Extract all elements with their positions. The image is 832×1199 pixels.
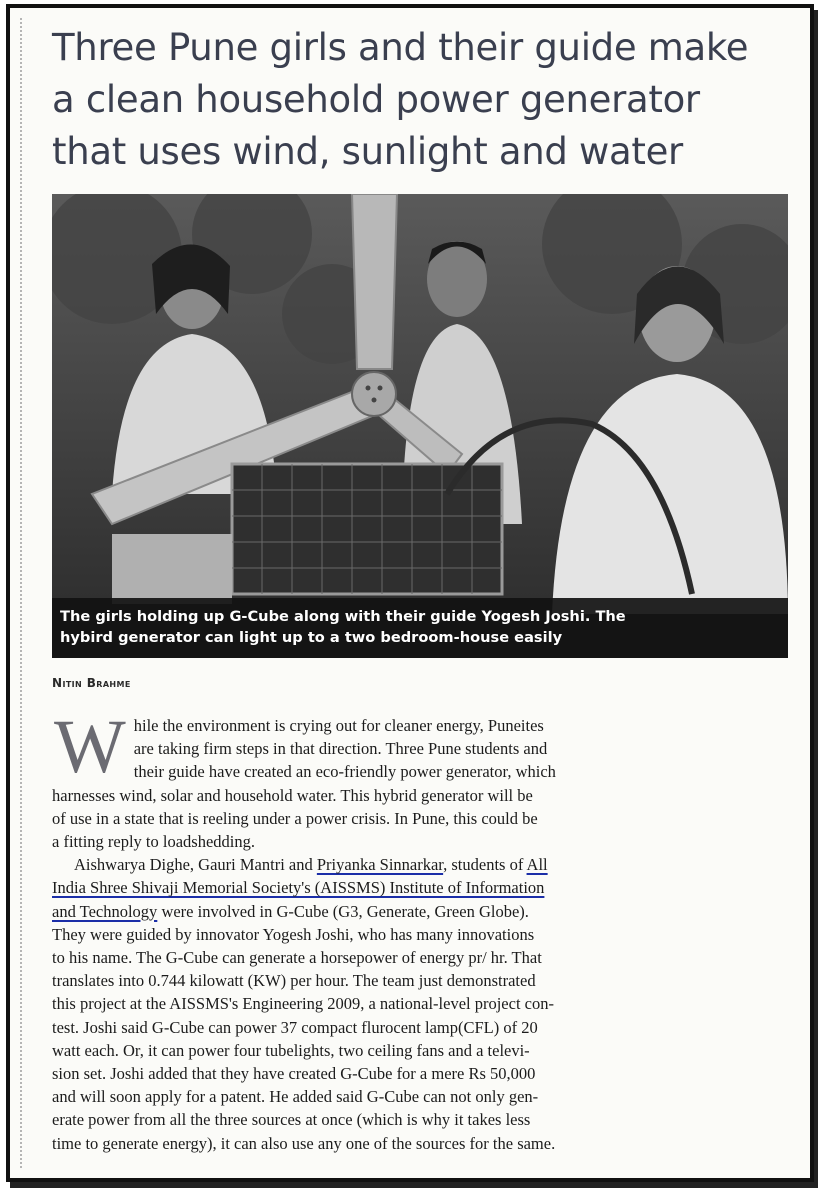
paragraph [52, 853, 788, 1155]
caption-line: hybird generator can light up to a two bedroom-house easily [60, 629, 563, 646]
text-line: sion set. Joshi added that they have created G-Cube for a mere Rs 50,000 [52, 1064, 536, 1084]
text-line [52, 900, 788, 923]
text-line: watt each. Or, it can power four tubelights, two ceiling fans and a televi- [52, 1040, 530, 1060]
text-line: of use in a state that is reeling under a power crisis. In Pune, this could be [52, 808, 538, 828]
text-line [52, 853, 788, 876]
text-line: translates into 0.744 kilowatt (KW) per hour. The team just demonstrated [52, 971, 536, 991]
headline-line: that uses wind, sunlight and water [52, 130, 683, 173]
text-run: were involved in G-Cube (G3, Generate, Green Globe). [157, 901, 529, 921]
text-line: They were guided by innovator Yogesh Joshi, who has many innovations [52, 924, 535, 944]
text-line: a fitting reply to loadshedding. [52, 832, 256, 852]
text-line: are taking firm steps in that direction. Three Pune students and [133, 739, 548, 759]
article-photo [52, 194, 788, 658]
drop-cap: W [54, 705, 126, 789]
clipping-edge [20, 18, 24, 1168]
text-run: Aishwarya Dighe, Gauri Mantri and [74, 855, 317, 875]
text-line: this project at the AISSMS's Engineering 2009, a national-level project con- [52, 994, 554, 1014]
text-line: test. Joshi said G-Cube can power 37 compact flurocent lamp(CFL) of 20 [52, 1017, 538, 1037]
text-line [52, 876, 788, 899]
caption-line: The girls holding up G-Cube along with their guide Yogesh Joshi. The [60, 608, 626, 625]
newspaper-clipping [6, 4, 814, 1182]
headline [52, 22, 802, 178]
underlined-institute: All [526, 855, 548, 875]
underlined-institute: India Shree Shivaji Memorial Society's (AISSMS) Institute of Information [52, 878, 545, 898]
underlined-institute: and Technology [52, 901, 158, 921]
headline-line: a clean household power generator [52, 78, 700, 121]
paragraph [52, 705, 788, 853]
byline: Nitin Brahme [52, 676, 131, 690]
article-body [52, 705, 788, 1155]
text-line: time to generate energy), it can also use any one of the sources for the same. [52, 1133, 556, 1153]
text-line: to his name. The G-Cube can generate a horsepower of energy pr/ hr. That [52, 948, 542, 968]
text-line: their guide have created an eco-friendly power generator, which [133, 762, 556, 782]
underlined-name: Priyanka Sinnarkar [316, 855, 444, 875]
text-line: and will soon apply for a patent. He added said G-Cube can not only gen- [52, 1087, 539, 1107]
text-line: hile the environment is crying out for cleaner energy, Puneites [133, 716, 544, 735]
text-run: , students of [443, 855, 527, 875]
photo-illustration [52, 194, 788, 658]
text-line: harnesses wind, solar and household water. This hybrid generator will be [52, 785, 533, 805]
headline-line: Three Pune girls and their guide make [52, 26, 749, 69]
photo-caption [52, 598, 788, 658]
text-line: erate power from all the three sources at once (which is why it takes less [52, 1110, 531, 1130]
